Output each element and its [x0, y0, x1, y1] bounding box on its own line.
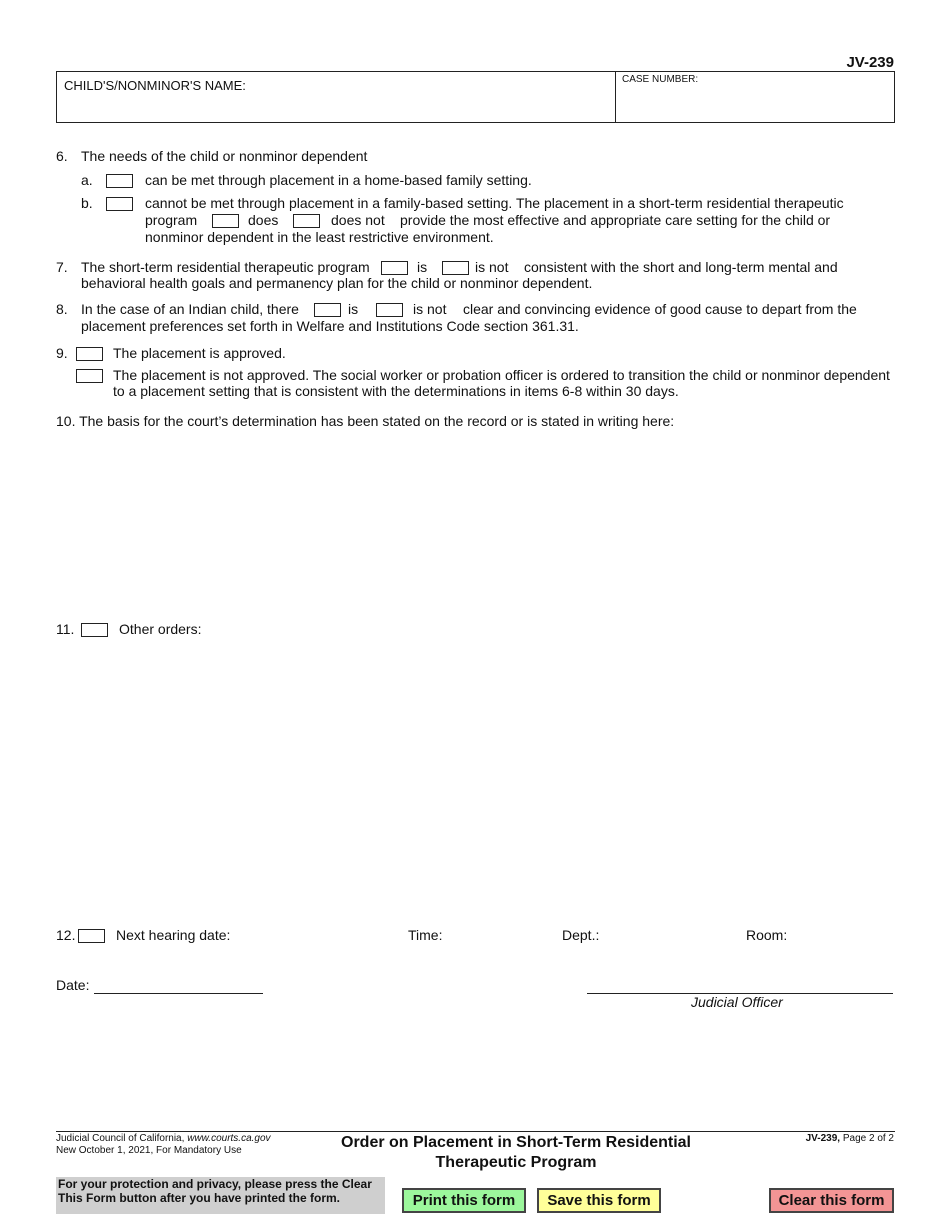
item8-number: 8.: [56, 301, 68, 317]
item10-writing-area[interactable]: [56, 432, 895, 612]
form-id: JV-239: [846, 54, 894, 71]
page-form-id: JV-239,: [805, 1133, 841, 1144]
privacy-notice: [56, 1177, 385, 1214]
item6b-line3: nonminor dependent in the least restrictive environment.: [145, 229, 494, 245]
item12-hearing-label: Next hearing date:: [116, 927, 231, 943]
item6-number: 6.: [56, 148, 68, 164]
item6b-does-not-label: does not: [331, 212, 385, 228]
item6b-letter: b.: [81, 195, 93, 211]
item6b-line1: cannot be met through placement in a family-based setting. The placement in a short-term residential therapeutic: [145, 195, 844, 211]
child-name-label: CHILD'S/NONMINOR'S NAME:: [64, 78, 246, 93]
clear-button[interactable]: Clear this form: [769, 1188, 894, 1213]
item10-text: 10. The basis for the court’s determination has been stated on the record or is stated in writing here:: [56, 413, 675, 429]
judicial-officer-label: Judicial Officer: [691, 994, 783, 1010]
item7-lead: The short-term residential therapeutic program: [81, 259, 370, 275]
item11-writing-area[interactable]: [56, 642, 895, 912]
item6-intro: The needs of the child or nonminor dependent: [81, 148, 368, 164]
item8-is-not-label: is not: [413, 301, 447, 317]
form-title-line1: Order on Placement in Short-Term Residential: [341, 1134, 691, 1151]
item6b-does-checkbox[interactable]: [212, 214, 239, 228]
item7-number: 7.: [56, 259, 68, 275]
item6b-program-label: program: [145, 212, 198, 228]
item7-is-label: is: [417, 259, 428, 275]
privacy-line1: For your protection and privacy, please press the Clear: [58, 1177, 372, 1191]
item12-room-label: Room:: [746, 927, 788, 943]
item9-approved-text: The placement is approved.: [113, 345, 286, 361]
item8-lead: In the case of an Indian child, there: [81, 301, 299, 317]
item8-is-checkbox[interactable]: [314, 303, 341, 317]
item7-is-checkbox[interactable]: [381, 261, 408, 275]
item9-approved-checkbox[interactable]: [76, 347, 103, 361]
form-title-line2: Therapeutic Program: [435, 1154, 597, 1171]
item8-is-not-checkbox[interactable]: [376, 303, 403, 317]
item12-checkbox[interactable]: [78, 929, 105, 943]
form-title: [300, 1133, 732, 1173]
save-button[interactable]: Save this form: [537, 1188, 661, 1213]
item6a-checkbox[interactable]: [106, 174, 133, 188]
footer-council: [56, 1133, 271, 1144]
item11-checkbox[interactable]: [81, 623, 108, 637]
print-button[interactable]: Print this form: [402, 1188, 526, 1213]
item7-line2: behavioral health goals and permanency plan for the child or nonminor dependent.: [81, 275, 593, 291]
item7-rest: consistent with the short and long-term mental and: [524, 259, 838, 275]
item7-is-not-checkbox[interactable]: [442, 261, 469, 275]
item9-not-approved-checkbox[interactable]: [76, 369, 103, 383]
item6a-text: can be met through placement in a home-based family setting.: [145, 172, 532, 188]
page-info: [806, 1133, 894, 1144]
case-number-label: CASE NUMBER:: [622, 74, 699, 85]
item6b-does-not-checkbox[interactable]: [293, 214, 320, 228]
item6b-rest: provide the most effective and appropriate care setting for the child or: [400, 212, 831, 228]
caption-divider: [615, 72, 616, 122]
item12-time-label: Time:: [408, 927, 443, 943]
council-name: Judicial Council of California,: [56, 1133, 185, 1144]
item6b-does-label: does: [248, 212, 279, 228]
item8-is-label: is: [348, 301, 359, 317]
item11-number: 11.: [56, 621, 75, 637]
page-number: Page 2 of 2: [842, 1133, 894, 1144]
item8-rest: clear and convincing evidence of good cause to depart from the: [463, 301, 857, 317]
privacy-line2: This Form button after you have printed the form.: [58, 1191, 341, 1205]
date-label: Date:: [56, 977, 90, 993]
footer-rule: [56, 1131, 895, 1132]
date-line[interactable]: [94, 993, 263, 994]
council-website: www.courts.ca.gov: [187, 1133, 271, 1144]
item12-number: 12.: [56, 927, 76, 943]
item12-dept-label: Dept.:: [562, 927, 600, 943]
item6a-letter: a.: [81, 172, 93, 188]
item6b-checkbox[interactable]: [106, 197, 133, 211]
item9-not-approved-line2: to a placement setting that is consistent with the determinations in items 6-8 within 30 days.: [113, 383, 679, 399]
caption-box: [56, 71, 895, 123]
item7-is-not-label: is not: [475, 259, 509, 275]
item8-line2: placement preferences set forth in Welfare and Institutions Code section 361.31.: [81, 318, 579, 334]
item11-text: Other orders:: [119, 621, 202, 637]
item9-number: 9.: [56, 345, 68, 361]
item9-not-approved-line1: The placement is not approved. The social worker or probation officer is ordered to transition the child or nonminor dependent: [113, 367, 890, 383]
footer-adopted: New October 1, 2021, For Mandatory Use: [56, 1145, 242, 1156]
